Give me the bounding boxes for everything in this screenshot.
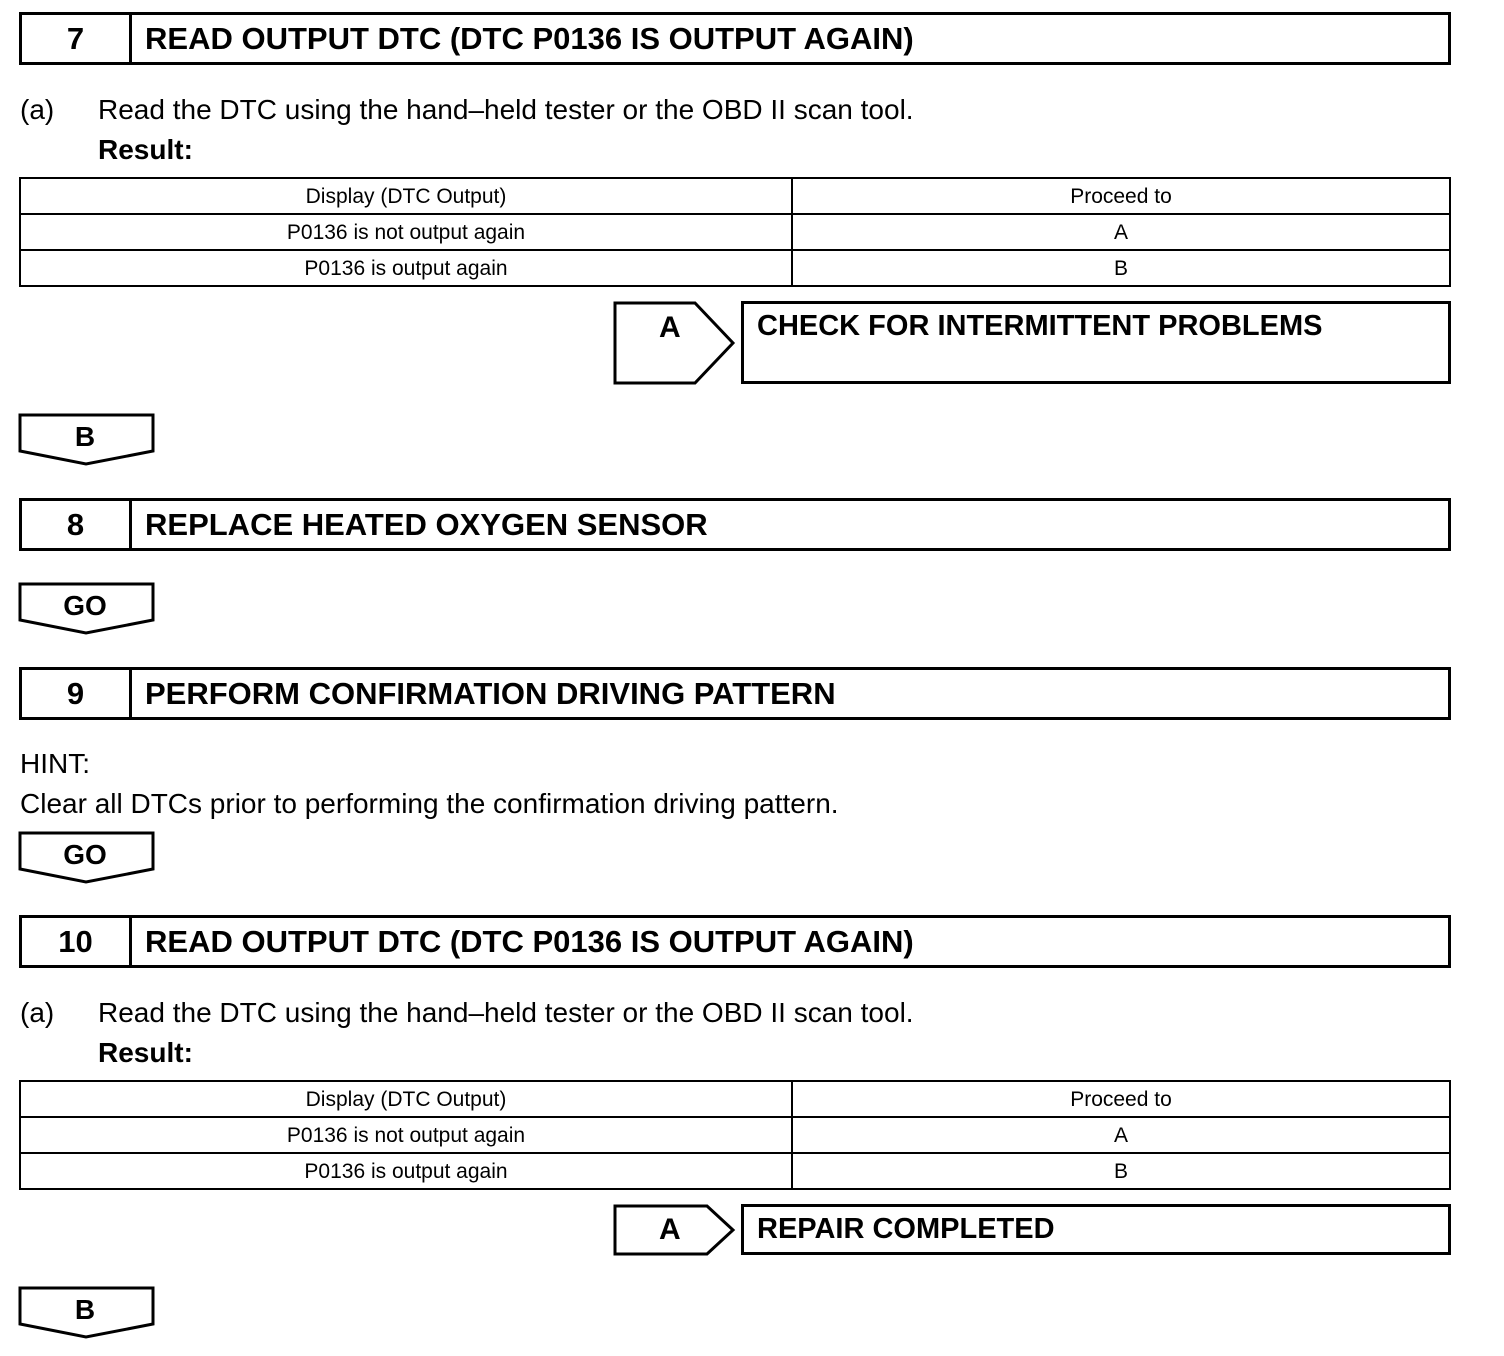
branch-b-tag [18, 413, 156, 465]
step-title: PERFORM CONFIRMATION DRIVING PATTERN [145, 675, 836, 711]
hint-label: HINT: [20, 748, 90, 779]
table-header-row [20, 178, 1450, 214]
item-marker: (a) [20, 997, 55, 1028]
table-cell: P0136 is output again [20, 250, 792, 286]
result-label: Result: [98, 134, 193, 165]
table-cell: P0136 is not output again [20, 214, 792, 250]
branch-label: B [74, 1294, 96, 1325]
step-number: 9 [22, 670, 132, 717]
step-number: 7 [22, 15, 132, 62]
go-label: GO [63, 590, 107, 621]
table-row [20, 250, 1450, 286]
step-8-header [19, 498, 1451, 551]
step-title: READ OUTPUT DTC (DTC P0136 IS OUTPUT AGAIN) [145, 923, 914, 959]
result-table [19, 177, 1451, 287]
table-cell: P0136 is not output again [20, 1117, 792, 1153]
hint-text: Clear all DTCs prior to performing the confirmation driving pattern. [20, 788, 839, 819]
table-cell: A [792, 1117, 1450, 1153]
outcome-box [741, 1204, 1451, 1255]
step-number: 8 [22, 501, 132, 548]
result-table [19, 1080, 1451, 1190]
instruction-text: Read the DTC using the hand–held tester or the OBD II scan tool. [98, 94, 914, 125]
table-header-cell: Display (DTC Output) [20, 1081, 792, 1117]
go-tag [18, 831, 156, 883]
step-title: READ OUTPUT DTC (DTC P0136 IS OUTPUT AGAIN) [145, 20, 914, 56]
go-label: GO [63, 839, 107, 870]
branch-label: B [74, 421, 96, 452]
table-cell: B [792, 1153, 1450, 1189]
step-7-header [19, 12, 1451, 65]
branch-label: A [659, 1213, 681, 1246]
outcome-box [741, 301, 1451, 384]
result-label: Result: [98, 1037, 193, 1068]
table-header-row [20, 1081, 1450, 1117]
instruction-text: Read the DTC using the hand–held tester or the OBD II scan tool. [98, 997, 914, 1028]
step-title: REPLACE HEATED OXYGEN SENSOR [145, 506, 708, 542]
item-marker: (a) [20, 94, 55, 125]
step-10-header [19, 915, 1451, 968]
outcome-text: CHECK FOR INTERMITTENT PROBLEMS [757, 310, 1323, 342]
go-tag [18, 582, 156, 634]
table-cell: B [792, 250, 1450, 286]
table-cell: P0136 is output again [20, 1153, 792, 1189]
step-number: 10 [22, 918, 132, 965]
outcome-text: REPAIR COMPLETED [757, 1213, 1055, 1245]
table-header-cell: Proceed to [792, 178, 1450, 214]
table-row [20, 1117, 1450, 1153]
branch-b-tag [18, 1286, 156, 1338]
table-row [20, 1153, 1450, 1189]
table-header-cell: Proceed to [792, 1081, 1450, 1117]
table-row [20, 214, 1450, 250]
table-header-cell: Display (DTC Output) [20, 178, 792, 214]
branch-label: A [659, 311, 681, 344]
step-9-header [19, 667, 1451, 720]
table-cell: A [792, 214, 1450, 250]
